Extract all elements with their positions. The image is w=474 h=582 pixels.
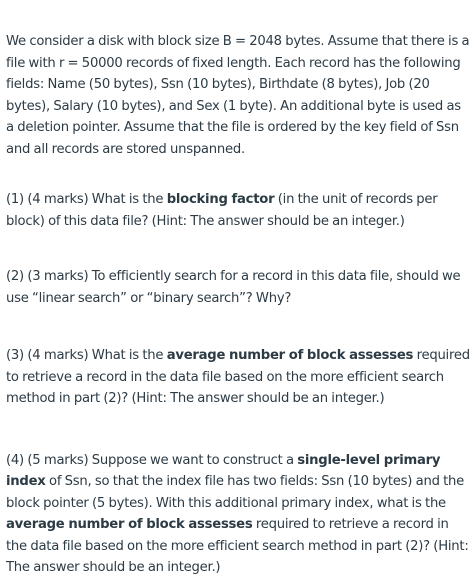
question-2: (2) (3 marks) To efficiently search for a record in this data file, should we use “linear search” or “binary search”? Why? [6, 269, 461, 306]
question-1-text-end: (in the unit of records per block) of this data file? (Hint: The answer should be an integer.) [6, 192, 438, 229]
intro-paragraph: We consider a disk with block size B = 2048 bytes. Assume that there is a file with r = 50000 records of fixed length. Each record has the following fields: Name (50 bytes), Ssn (10 bytes), Birthdate (8 bytes), Job (20 bytes), Salary (10 bytes), and Sex (1 byte). An additional byte is used as a deletion pointer. Assume that the file is ordered by the key field of Ssn and all records are stored unspanned. [6, 34, 470, 157]
question-4-bold-term-1: single-level primary index [6, 452, 441, 489]
question-3 [6, 345, 472, 410]
question-3-bold-term: average number of block assesses [166, 348, 414, 363]
question-4 [6, 450, 472, 579]
question-4-text-end: required to retrieve a record in the data file based on the more efficient search method in part (2)? (Hint: The answer should be an integer.) [6, 517, 469, 575]
document-body [6, 31, 472, 579]
question-1-bold-term: blocking factor [166, 192, 275, 207]
question-4-text-start: (4) (5 marks) Suppose we want to construct a [6, 452, 298, 468]
question-1-text-start: (1) (4 marks) What is the [6, 192, 167, 207]
question-4-bold-term-2: average number of block assesses [6, 517, 253, 532]
question-3-text-end: required to retrieve a record in the data file based on the more efficient search method in part (2)? (Hint: The answer should be an integer.) [6, 348, 470, 406]
question-1 [6, 189, 472, 232]
question-4-text-middle: of Ssn, so that the index file has two fields: Ssn (10 bytes) and the block pointer (5 bytes). With this additional primary index, what is the [6, 474, 465, 511]
question-3-text-start: (3) (4 marks) What is the [6, 348, 167, 363]
